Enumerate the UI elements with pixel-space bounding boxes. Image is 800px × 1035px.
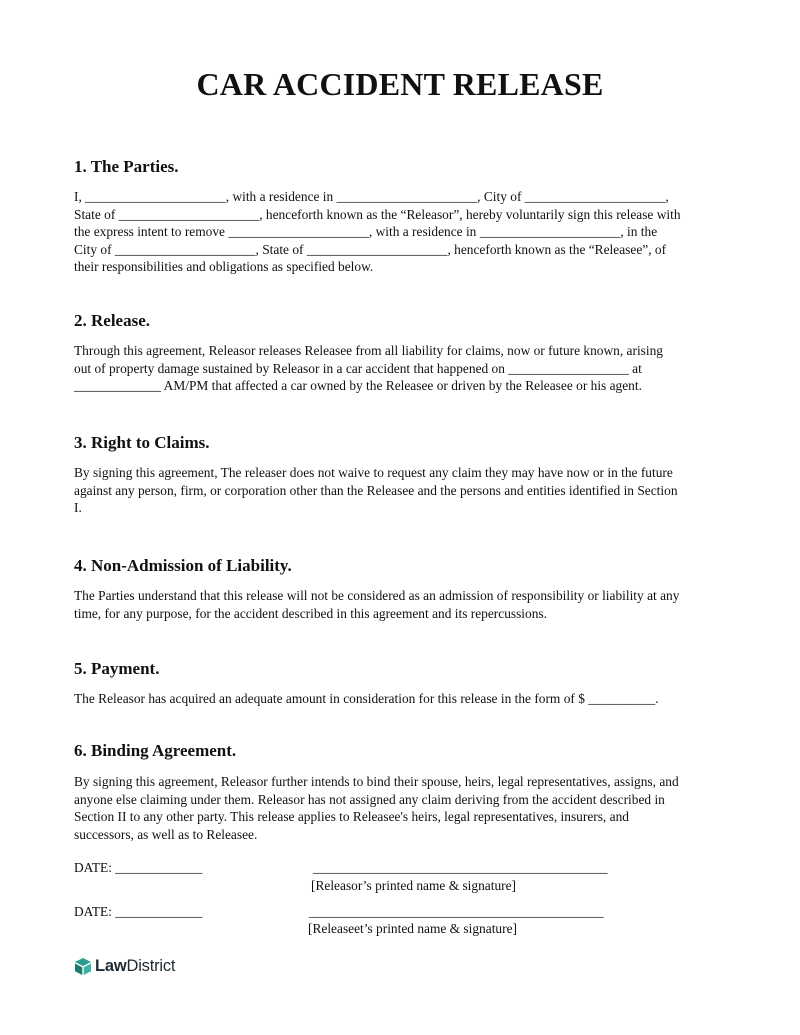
section-body-payment [74, 690, 734, 708]
section-body-release [74, 342, 734, 395]
lawdistrict-logo [74, 956, 175, 976]
text-line: By signing this agreement, Releasor further intends to bind their spouse, heirs, legal representatives, assigns, and [74, 774, 679, 789]
text-line: _____________ AM/PM that affected a car owned by the Releasee or driven by the Releasee or his agent. [74, 378, 642, 394]
text-line: I. [74, 500, 82, 516]
logo-text-law: Law [95, 956, 127, 975]
text-line: The Parties understand that this release will not be considered as an admission of responsibility or liability at any [74, 588, 680, 603]
section-body-binding-agreement [74, 773, 734, 843]
text-line: out of property damage sustained by Releasor in a car accident that happened on __________________ at [74, 360, 642, 376]
text-line: State of _____________________, henceforth known as the “Releasor”, hereby voluntarily sign this release with [74, 206, 681, 222]
section-heading-non-admission: 4. Non-Admission of Liability. [74, 556, 292, 575]
text-line: their responsibilities and obligations as specified below. [74, 259, 374, 275]
lawdistrict-logo-icon [74, 956, 92, 976]
releasee-date-field: DATE: _____________ [74, 904, 203, 919]
text-line: By signing this agreement, The releaser does not waive to request any claim they may have now or in the future [74, 465, 673, 480]
logo-text-district: District [126, 956, 176, 975]
text-line: City of _____________________, State of _____________________, henceforth known as the “Releasee”, of [74, 241, 667, 257]
section-heading-binding-agreement: 6. Binding Agreement. [74, 741, 237, 760]
section-body-non-admission [74, 587, 734, 622]
releasor-signature-line: ____________________________________________ [313, 860, 608, 875]
text-line: time, for any purpose, for the accident described in this agreement and its repercussions. [74, 605, 547, 621]
document-title: CAR ACCIDENT RELEASE [196, 66, 604, 102]
section-heading-payment: 5. Payment. [74, 659, 160, 678]
text-line: against any person, firm, or corporation other than the Releasee and the persons and entities identified in Section [74, 482, 678, 498]
text-line: anyone else claiming under them. Releasor has not assigned any claim deriving from the accident described in [74, 791, 665, 807]
text-line: Section II to any other party. This release applies to Releasee's heirs, legal representatives, insurers, and [74, 809, 629, 825]
section-body-right-to-claims [74, 464, 734, 517]
section-heading-parties: 1. The Parties. [74, 157, 179, 176]
section-body-parties [74, 188, 734, 276]
releasor-signature-caption: [Releasor’s printed name & signature] [311, 878, 517, 893]
releasee-signature-line: ____________________________________________ [309, 904, 604, 919]
text-line: The Releasor has acquired an adequate amount in consideration for this release in the form of $ __________. [74, 691, 659, 706]
text-line: the express intent to remove _____________________, with a residence in _____________________, in the [74, 224, 658, 240]
text-line: I, _____________________, with a residence in _____________________, City of _____________________, [74, 189, 669, 204]
section-heading-release: 2. Release. [74, 311, 151, 330]
text-line: Through this agreement, Releasor releases Releasee from all liability for claims, now or future known, arising [74, 343, 664, 358]
lawdistrict-logo-text [95, 957, 175, 976]
section-heading-right-to-claims: 3. Right to Claims. [74, 433, 210, 452]
releasee-signature-caption: [Releaseet’s printed name & signature] [308, 921, 517, 936]
releasor-date-field: DATE: _____________ [74, 860, 203, 875]
text-line: successors, as well as to Releasee. [74, 826, 258, 842]
